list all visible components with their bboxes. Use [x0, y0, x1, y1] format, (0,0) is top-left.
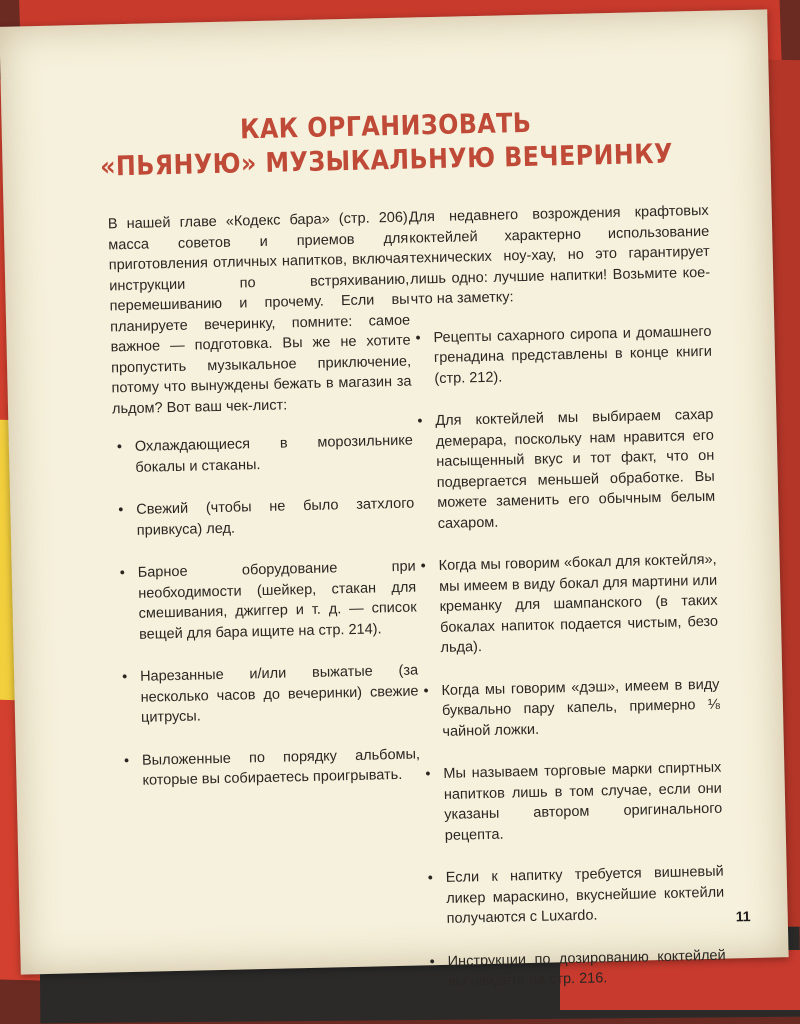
checklist	[113, 431, 421, 792]
left-intro-paragraph: В нашей главе «Кодекс бара» (стр. 206) масса советов и приемов для приготовления отличных напитков, включая инструкции по встряхиванию, перемешиванию и прочему. Если вы планируете вечеринку, помните: самое важное — подготовка. Вы же не хотите пропустить музыкальное приключение, потому что вынуждены бежать в магазин за льдом? Вот ваш чек-лист:	[107, 209, 412, 417]
page-number: 11	[735, 908, 751, 925]
checklist-item	[118, 661, 419, 729]
bullet-icon: •	[425, 766, 431, 783]
note-item-text: Для коктейлей мы выбираем сахар демерара, поскольку нам нравится его насыщенный вкус и тот факт, что он подвергается меньшей обработке. Вы можете заменить его обычным белым сахаром.	[435, 406, 716, 532]
checklist-item	[114, 494, 415, 542]
note-item-text: Если к напитку требуется вишневый ликер мараскино, вкуснейшие коктейли получаются с Luxardo.	[445, 863, 725, 927]
checklist-item	[116, 557, 418, 646]
bullet-icon: •	[123, 752, 130, 769]
checklist-item	[113, 431, 414, 479]
checklist-item-text: Свежий (чтобы не было затхлого привкуса) лед.	[136, 495, 415, 539]
note-item	[425, 945, 726, 993]
left-column	[108, 208, 422, 814]
note-item-text: Когда мы говорим «бокал для коктейля», мы имеем в виду бокал для мартини или креманку для шампанского (в таких бокалах напиток подается чистым, безо льда).	[438, 551, 719, 656]
note-item-text: Рецепты сахарного сиропа и домашнего гренадина представлены в конце книги (стр. 212).	[433, 323, 713, 387]
note-item	[419, 674, 720, 742]
checklist-item-text: Выложенные по порядку альбомы, которые вы собираетесь проигрывать.	[141, 745, 421, 789]
note-item-text: Инструкции по дозированию коктейлей вы найдете на стр. 216.	[447, 947, 726, 990]
bullet-icon: •	[423, 682, 429, 699]
bullet-icon: •	[415, 329, 421, 346]
title-line-1: КАК ОРГАНИЗОВАТЬ	[239, 107, 532, 146]
note-item	[411, 321, 712, 389]
bullet-icon: •	[417, 413, 423, 430]
note-item	[424, 862, 725, 930]
note-item-text: Мы называем торговые марки спиртных напитков лишь в том случае, если они указаны автором оригинального рецепта.	[443, 759, 723, 844]
bullet-icon: •	[420, 558, 426, 575]
bullet-icon: •	[427, 870, 434, 887]
checklist-item	[120, 744, 421, 792]
checklist-item-text: Охлаждающиеся в морозильнике бокалы и стаканы.	[134, 432, 414, 476]
checklist-item-text: Нарезанные и/или выжатые (за несколько часов до вечеринки) свежие цитрусы.	[139, 662, 419, 726]
bullet-icon: •	[118, 502, 124, 519]
note-item	[416, 550, 718, 659]
checklist-item-text: Барное оборудование при необходимости (шейкер, стакан для смешивания, джиггер и т. д. — список вещей для бара ищите на стр. 214).	[137, 558, 417, 643]
bullet-icon: •	[429, 953, 435, 970]
bullet-icon: •	[121, 669, 128, 686]
right-intro-paragraph: Для недавнего возрождения крафтовых коктейлей характерно использование технических ноу-хау, но это гарантирует лишь одно: лучшие напитки! Возьмите кое-что на заметку:	[408, 202, 711, 308]
page-title	[48, 102, 725, 185]
bullet-icon: •	[119, 565, 126, 582]
notes-list	[411, 321, 726, 993]
title-line-2: «ПЬЯНУЮ» МУЗЫКАЛЬНУЮ ВЕЧЕРИНКУ	[99, 138, 674, 183]
bullet-icon: •	[116, 439, 123, 456]
note-item	[413, 405, 716, 535]
note-item-text: Когда мы говорим «дэш», имеем в виду буквально пару капель, примерно ⅛ чайной ложки.	[441, 676, 721, 740]
book-page	[0, 9, 789, 990]
right-column	[409, 201, 727, 1015]
note-item	[421, 758, 723, 847]
